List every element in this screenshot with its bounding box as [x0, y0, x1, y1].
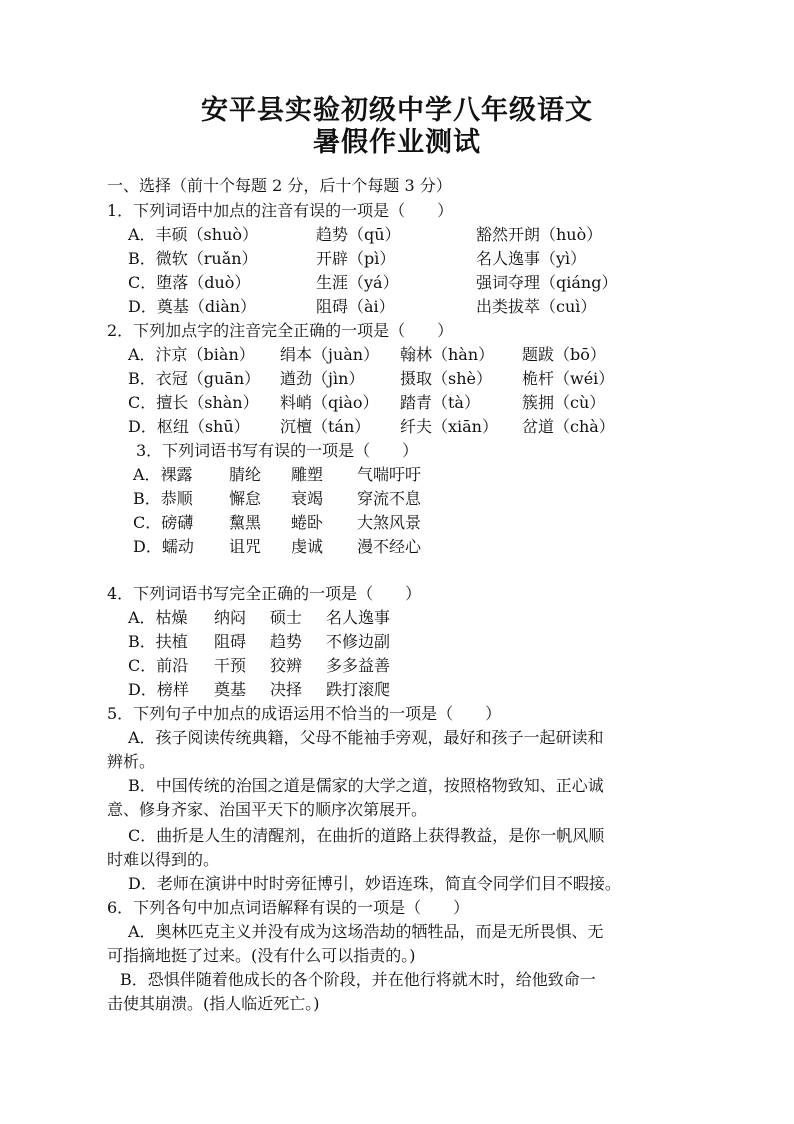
option-c-word4: 多多益善	[326, 656, 391, 675]
option-c-word2: 料峭（qiào）	[280, 393, 379, 412]
option-a-word2: 绢本（juàn）	[280, 345, 380, 364]
option-d-word3: 虔诚	[291, 537, 324, 556]
option-b-word4: 桅杆（wéi）	[522, 369, 615, 388]
page-title-line1: 安平县实验初级中学八年级语文	[201, 95, 593, 126]
option-b-word2: 遒劲（jìn）	[280, 369, 365, 388]
option-d-word3: 出类拔萃（cuì）	[476, 297, 597, 316]
option-c-word2: 干预	[214, 656, 247, 675]
option-b-word1: B．恭顺	[133, 489, 193, 508]
option-c-word4: 大煞风景	[357, 513, 422, 532]
option-a-word3: 硕士	[270, 608, 303, 627]
paragraph-line: A．孩子阅读传统典籍，父母不能袖手旁观，最好和孩子一起研读和	[128, 728, 604, 747]
paragraph-line: C．曲折是人生的清醒剂，在曲折的道路上获得教益，是你一帆风顺	[128, 826, 605, 845]
option-a-word4: 气喘吁吁	[357, 465, 422, 484]
paragraph-line: 辨析。	[107, 752, 156, 771]
option-a-word4: 题跋（bō）	[522, 345, 606, 364]
option-d-word1: D．奠基（diàn）	[128, 297, 257, 316]
question-4-stem: 4．下列词语书写完全正确的一项是（ ）	[107, 584, 422, 603]
option-b-word1: B．扶植	[128, 632, 188, 651]
option-a-word1: A．裸露	[133, 465, 193, 484]
option-d-word2: 奠基	[214, 680, 247, 699]
option-d-word1: D．榜样	[128, 680, 189, 699]
option-a-word1: A．枯燥	[128, 608, 188, 627]
paragraph-line: D．老师在演讲中时时旁征博引，妙语连珠，简直令同学们目不暇接。	[128, 874, 621, 893]
section-heading: 一、选择（前十个每题 2 分，后十个每题 3 分）	[107, 176, 452, 195]
option-b-word3: 趋势	[270, 632, 303, 651]
option-b-word1: B．微软（ruǎn）	[128, 249, 258, 268]
option-a-word2: 纳闷	[214, 608, 247, 627]
question-5-stem: 5．下列句子中加点的成语运用不恰当的一项是（ ）	[107, 704, 502, 723]
option-b-word2: 阻碍	[214, 632, 247, 651]
option-b-word3: 名人逸事（yì）	[476, 249, 587, 268]
paragraph-line: 可指摘地挺了过来。(没有什么可以指责的。)	[107, 946, 416, 965]
option-a-word3: 雕塑	[291, 465, 324, 484]
option-c-word3: 蜷卧	[291, 513, 324, 532]
option-a-word1: A．汴京（biàn）	[128, 345, 255, 364]
option-d-word3: 决择	[270, 680, 303, 699]
paragraph-line: 时难以得到的。	[107, 850, 220, 869]
option-b-word3: 衰竭	[291, 489, 324, 508]
option-c-word1: C．堕落（duò）	[128, 273, 251, 292]
option-b-word4: 穿流不息	[357, 489, 422, 508]
option-c-word1: C．擅长（shàn）	[128, 393, 259, 412]
question-2-stem: 2．下列加点字的注音完全正确的一项是（ ）	[107, 321, 454, 340]
option-a-word3: 翰林（hàn）	[400, 345, 495, 364]
option-b-word4: 不修边副	[326, 632, 391, 651]
option-c-word1: C．磅礴	[133, 513, 194, 532]
option-c-word3: 踏青（tà）	[400, 393, 480, 412]
option-a-word2: 趋势（qū）	[316, 225, 401, 244]
option-c-word2: 黧黑	[229, 513, 262, 532]
option-c-word2: 生涯（yá）	[316, 273, 399, 292]
option-b-word2: 懈怠	[229, 489, 262, 508]
option-d-word4: 岔道（chà）	[522, 417, 615, 436]
page-title-line2: 暑假作业测试	[313, 127, 481, 158]
option-d-word3: 纤夫（xiān）	[400, 417, 498, 436]
paragraph-line: B．中国传统的治国之道是儒家的大学之道，按照格物致知、正心诚	[128, 776, 604, 795]
option-d-word4: 跌打滚爬	[326, 680, 391, 699]
paragraph-line: B．恐惧伴随着他成长的各个阶段，并在他行将就木时，给他致命一	[120, 970, 596, 989]
option-b-word3: 摄取（shè）	[400, 369, 492, 388]
paragraph-line: A．奥林匹克主义并没有成为这场浩劫的牺牲品，而是无所畏惧、无	[128, 922, 604, 941]
option-d-word2: 诅咒	[229, 537, 262, 556]
option-b-word1: B．衣冠（guān）	[128, 369, 261, 388]
paragraph-line: 意、修身齐家、治国平天下的顺序次第展开。	[107, 800, 428, 819]
option-d-word2: 阻碍（ài）	[316, 297, 395, 316]
question-3-stem: 3．下列词语书写有误的一项是（ ）	[136, 441, 419, 460]
option-d-word1: D．蠕动	[133, 537, 194, 556]
option-c-word3: 强词夺理（qiáng）	[476, 273, 618, 292]
option-a-word3: 豁然开朗（huò）	[476, 225, 603, 244]
option-c-word1: C．前沿	[128, 656, 189, 675]
option-d-word2: 沉檀（tán）	[280, 417, 371, 436]
question-1-stem: 1．下列词语中加点的注音有误的一项是（ ）	[107, 201, 454, 220]
option-b-word2: 开辟（pì）	[316, 249, 396, 268]
paragraph-line: 击使其崩溃。(指人临近死亡。)	[107, 994, 320, 1013]
option-a-word1: A．丰硕（shuò）	[128, 225, 259, 244]
option-d-word1: D．枢纽（shū）	[128, 417, 250, 436]
option-a-word4: 名人逸事	[326, 608, 391, 627]
option-d-word4: 漫不经心	[357, 537, 422, 556]
question-6-stem: 6．下列各句中加点词语解释有误的一项是（ ）	[107, 898, 470, 917]
option-a-word2: 腈纶	[229, 465, 262, 484]
option-c-word3: 狡辨	[270, 656, 303, 675]
option-c-word4: 簇拥（cù）	[522, 393, 606, 412]
